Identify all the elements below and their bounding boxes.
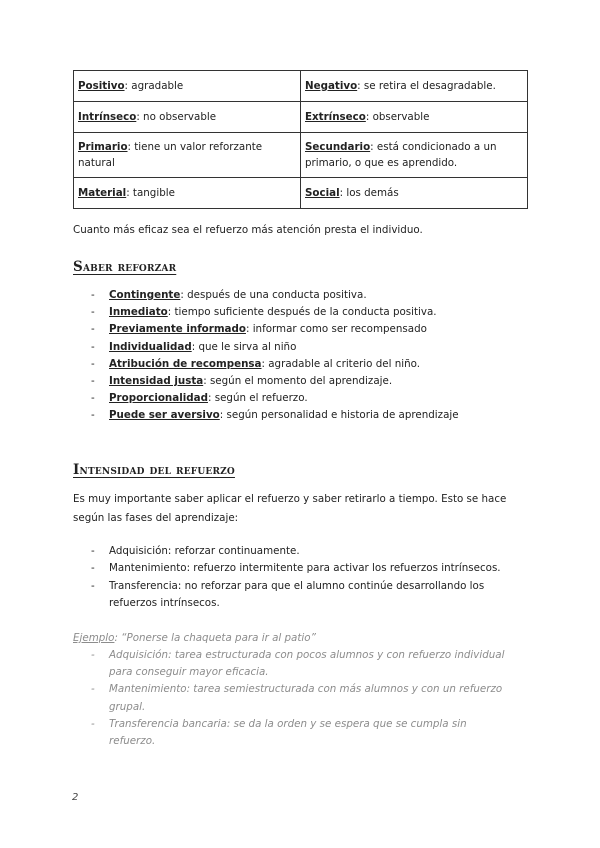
- dash-bullet: -: [91, 409, 95, 422]
- cell-desc: : los demás: [339, 187, 399, 199]
- item-term: Proporcionalidad: [109, 392, 208, 405]
- cell-term: Primario: [78, 141, 128, 153]
- item-desc: : agradable al criterio del niño.: [261, 357, 421, 370]
- dash-bullet: -: [91, 306, 95, 319]
- list-item: [0, 647, 509, 681]
- table-cell: [301, 71, 528, 102]
- section-heading-intensidad: Intensidad del refuerzo: [73, 462, 235, 478]
- dash-bullet: -: [91, 579, 95, 592]
- dash-bullet: -: [91, 340, 95, 353]
- cell-term: Social: [305, 187, 340, 199]
- example-list: [0, 647, 600, 750]
- table-row: [74, 133, 528, 178]
- section-heading-saber-reforzar: Saber reforzar: [73, 259, 177, 275]
- item-text: Mantenimiento: tarea semiestructurada con más alumnos y con un refuerzo grupal.: [109, 683, 503, 713]
- item-text: Mantenimiento: refuerzo intermitente para activar los refuerzos intrínsecos.: [109, 562, 501, 575]
- table-row: [74, 71, 528, 102]
- list-item: [0, 321, 509, 338]
- item-desc: : según el momento del aprendizaje.: [203, 375, 393, 388]
- cell-desc: : tangible: [126, 187, 175, 199]
- item-term: Individualidad: [109, 340, 192, 353]
- cell-desc: : no observable: [136, 111, 217, 123]
- cell-desc: : se retira el desagradable.: [357, 80, 496, 92]
- cell-term: Intrínseco: [78, 111, 137, 123]
- example-quote: : “Ponerse la chaqueta para ir al patio”: [114, 632, 316, 644]
- dash-bullet: -: [91, 649, 95, 661]
- dash-bullet: -: [91, 323, 95, 336]
- table-cell: [74, 178, 301, 209]
- cell-term: Positivo: [78, 80, 125, 92]
- list-item: [0, 373, 509, 390]
- cell-term: Secundario: [305, 141, 371, 153]
- table-cell: [74, 133, 301, 178]
- dash-bullet: -: [91, 289, 95, 301]
- table-row: [74, 102, 528, 133]
- list-item: [0, 716, 509, 750]
- table-row: [74, 178, 528, 209]
- intro-text: Cuanto más eficaz sea el refuerzo más atención presta el individuo.: [73, 224, 423, 236]
- list-item: [0, 356, 509, 373]
- dash-bullet: -: [91, 683, 95, 696]
- cell-term: Extrínseco: [305, 111, 366, 123]
- cell-term: Negativo: [305, 80, 358, 92]
- item-term: Intensidad justa: [109, 375, 204, 388]
- cell-desc: : observable: [365, 111, 430, 123]
- list-item: [0, 560, 509, 577]
- list-item: [0, 390, 509, 407]
- cell-desc: : está condicionado a un primario, o que es aprendido.: [305, 141, 497, 169]
- item-desc: : tiempo suficiente después de la conducta positiva.: [167, 306, 437, 319]
- item-desc: : según el refuerzo.: [207, 392, 308, 405]
- cell-desc: : tiene un valor reforzante natural: [78, 141, 263, 169]
- item-desc: : después de una conducta positiva.: [180, 289, 367, 301]
- item-term: Contingente: [109, 289, 181, 301]
- item-text: Transferencia bancaria: se da la orden y se espera que se cumpla sin refuerzo.: [109, 717, 467, 748]
- cell-desc: : agradable: [124, 80, 184, 92]
- item-text: Transferencia: no reforzar para que el alumno continúe desarrollando los refuerzos intrínsecos.: [109, 579, 485, 610]
- dash-bullet: -: [91, 357, 95, 370]
- dash-bullet: -: [91, 717, 95, 730]
- item-term: Inmediato: [109, 306, 168, 319]
- item-text: Adquisición: reforzar continuamente.: [109, 545, 300, 557]
- list-item: [0, 304, 509, 321]
- table-cell: [301, 102, 528, 133]
- table-cell: [74, 102, 301, 133]
- saber-reforzar-list: [0, 287, 600, 425]
- item-desc: : que le sirva al niño: [191, 340, 297, 353]
- list-item: [0, 681, 509, 715]
- item-desc: : informar como ser recompensado: [245, 323, 427, 336]
- dash-bullet: -: [91, 375, 95, 388]
- list-item: [0, 578, 509, 613]
- dash-bullet: -: [91, 392, 95, 405]
- intensidad-paragraph: Es muy importante saber aplicar el refuerzo y saber retirarlo a tiempo. Esto se hace según las fases del aprendizaje:: [73, 493, 507, 524]
- table-cell: [74, 71, 301, 102]
- item-term: Atribución de recompensa: [109, 357, 262, 370]
- item-term: Puede ser aversivo: [109, 409, 220, 422]
- list-item: [0, 407, 509, 424]
- item-text: Adquisición: tarea estructurada con pocos alumnos y con refuerzo individual para conseguir mayor eficacia.: [109, 649, 505, 679]
- cell-term: Material: [78, 187, 127, 199]
- learning-phases-list: [0, 543, 600, 613]
- list-item: [0, 287, 509, 304]
- item-term: Previamente informado: [109, 323, 246, 336]
- page-number: 2: [72, 792, 79, 803]
- example-label: Ejemplo: [73, 632, 115, 644]
- reinforcement-types-table: [73, 70, 528, 209]
- example-heading: [73, 629, 316, 647]
- item-desc: : según personalidad e historia de aprendizaje: [219, 409, 459, 422]
- list-item: [0, 339, 509, 356]
- list-item: [0, 543, 509, 560]
- table-cell: [301, 178, 528, 209]
- dash-bullet: -: [91, 562, 95, 575]
- table-cell: [301, 133, 528, 178]
- dash-bullet: -: [91, 545, 95, 557]
